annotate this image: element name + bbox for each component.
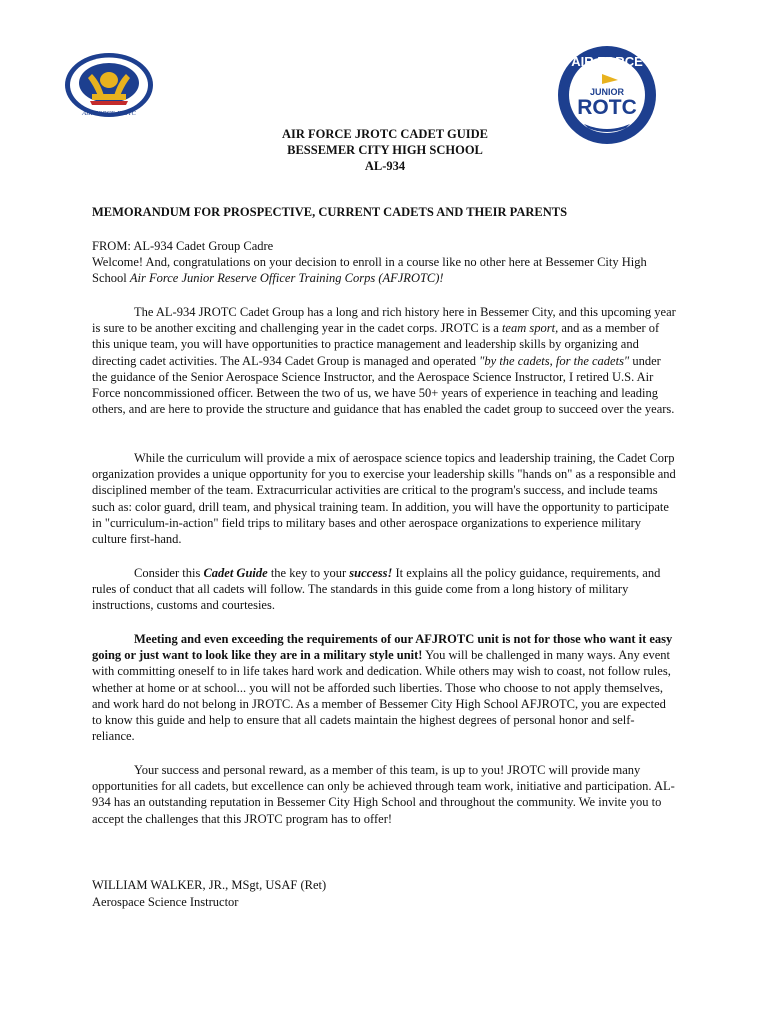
p1-text-e: under the guidance of the Senior Aerospace Science Instructor, and the Aerospace Science Instructor, I retired U.S. Air Force noncommissioned officer. Between the two of us, we have 50+ years of experience in teaching and leading others, and are here to provide the structure and guidance that has enabled the cadet group to succeed over the years.	[92, 353, 675, 417]
from-section	[92, 238, 682, 286]
signature-name: WILLIAM WALKER, JR., MSgt, USAF (Ret)	[92, 878, 327, 892]
right-logo-top-text: AIR FORCE	[571, 54, 643, 69]
p5-text: Your success and personal reward, as a member of this team, is up to you! JROTC will provide many opportunities for all cadets, but excellence can only be achieved through team work, initiative and participation. AL-934 has an outstanding reputation in Bessemer City High School and throughout the community. We invite you to accept the challenges that this JROTC program has to offer!	[92, 763, 675, 826]
document-header	[0, 126, 770, 174]
p2-text: While the curriculum will provide a mix of aerospace science topics and leadership training, the Cadet Corp organization provides a unique opportunity for you to exercise your leadership skills "hands on" as a responsible and disciplined member of the team. Extracurricular activities are critical to the program's success, and include teams such as: color guard, drill team, and physical training team. In addition, you will have the opportunity to participate in "curriculum-in-action" field trips to military bases and other aerospace organizations to experience military culture first-hand.	[92, 451, 676, 547]
memo-title: MEMORANDUM FOR PROSPECTIVE, CURRENT CADETS AND THEIR PARENTS	[92, 205, 568, 219]
paragraph-cadet-guide	[92, 565, 676, 614]
p3-text-a: Consider this	[134, 566, 204, 580]
welcome-line	[92, 254, 682, 286]
paragraph-history	[92, 304, 676, 417]
signature-title: Aerospace Science Instructor	[92, 895, 239, 909]
p4-text: You will be challenged in many ways. Any event with committing oneself to in life takes hard work and dedication. While others may wish to coast, not follow rules, whether at home or at school... you will not be afforded such liberties. Those who choose to not apply themselves, and work hard do not belong in JROTC. As a member of Bessemer City High School AFJROTC, you are expected to know this guide and help to ensure that all cadets maintain the highest degrees of personal honor and self-reliance.	[92, 648, 671, 744]
p4-bold-text: Meeting and even exceeding the requirements of our AFJROTC unit is not for those who want it easy going or just want to look like they are in a military style unit!	[92, 632, 673, 663]
welcome-text: Welcome! And, congratulations on your decision to enroll in a course like no other here at Bessemer City High School	[92, 255, 647, 285]
p3-cadet-guide: Cadet Guide	[203, 566, 268, 580]
right-logo-big-text: ROTC	[577, 96, 637, 119]
p1-team-sport: team sport,	[501, 321, 559, 336]
right-logo-mid-text: JUNIOR	[589, 87, 625, 97]
paragraph-curriculum	[92, 450, 676, 547]
p1-text-c: and as a member of this unique team, you will have opportunities to practice management and leadership skills by organizing and directing cadet activities. The AL-934 Cadet Group is managed and operated	[92, 321, 660, 368]
left-logo-text: AIR FORCE JROTC	[82, 110, 136, 117]
header-unit: AL-934	[364, 159, 406, 173]
from-line: FROM: AL-934 Cadet Group Cadre	[92, 239, 274, 253]
afjrotc-name: Air Force Junior Reserve Officer Training Corps (AFJROTC)!	[129, 271, 444, 285]
p3-success: success!	[349, 566, 393, 580]
p1-text-a: The AL-934 JROTC Cadet Group has a long and rich history here in Bessemer City, and this upcoming year is sure to be another exciting and challenging year in the cadet corps. JROTC is a	[92, 305, 676, 336]
signature-block	[92, 877, 326, 911]
paragraph-requirements	[92, 631, 676, 744]
p3-text-e: It explains all the policy guidance, requirements, and rules of conduct that all cadets will follow. The standards in this guide come from a long history of military instructions, customs and courtesies.	[92, 566, 661, 613]
header-title: AIR FORCE JROTC CADET GUIDE	[281, 127, 489, 141]
paragraph-success	[92, 762, 676, 827]
header-school: BESSEMER CITY HIGH SCHOOL	[287, 143, 483, 157]
p3-text-c: the key to your	[267, 566, 350, 580]
afjrotc-shield-logo	[64, 52, 154, 118]
p1-by-the-cadets: "by the cadets, for the cadets"	[479, 353, 630, 368]
